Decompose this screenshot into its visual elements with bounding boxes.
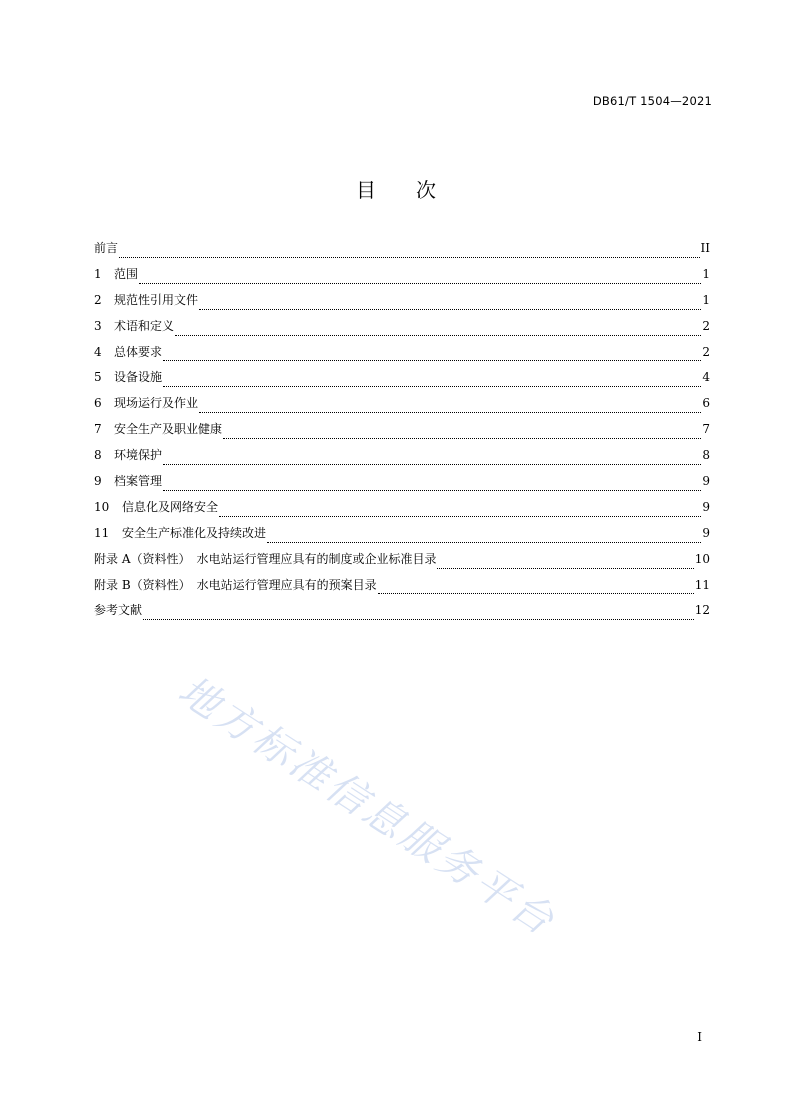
toc-entry-page: 11: [694, 577, 710, 592]
toc-entry-appendix-a[interactable]: [94, 549, 710, 575]
toc-leader-dots: [199, 412, 701, 413]
title-char-1: 目: [356, 178, 376, 202]
toc-entry-page: 7: [702, 422, 710, 437]
toc-entry-8[interactable]: [94, 445, 710, 471]
toc-entry-4[interactable]: [94, 342, 710, 368]
watermark: 地方标准信息服务平台: [170, 667, 565, 946]
toc-entry-page: 2: [702, 318, 710, 333]
toc-entry-label: 信息化及网络安全: [122, 499, 219, 514]
toc-leader-dots: [163, 360, 701, 361]
toc-entry-page: 10: [694, 551, 710, 566]
toc-entry-5[interactable]: [94, 367, 710, 393]
toc-entry-page: 1: [702, 292, 710, 307]
toc-entry-references[interactable]: [94, 600, 710, 626]
toc-entry-label: 设备设施: [114, 370, 163, 385]
toc-entry-foreword[interactable]: [94, 238, 710, 264]
toc-entry-page: 4: [702, 370, 710, 385]
toc-entry-1[interactable]: [94, 264, 710, 290]
toc-entry-page: 6: [702, 396, 710, 411]
toc-entry-number: 9: [94, 474, 102, 489]
toc-leader-dots: [223, 438, 701, 439]
toc-entry-10[interactable]: [94, 497, 710, 523]
toc-entry-label: 附录 B（资料性） 水电站运行管理应具有的预案目录: [94, 577, 377, 592]
toc-leader-dots: [163, 464, 701, 465]
page-number: I: [697, 1030, 702, 1044]
toc-leader-dots: [143, 619, 694, 620]
toc-entry-number: 8: [94, 448, 102, 463]
page-title: [0, 174, 792, 203]
toc-entry-number: 10: [94, 499, 110, 514]
toc-entry-page: 1: [702, 266, 710, 281]
standard-code: DB61/T 1504—2021: [592, 94, 712, 108]
toc-entry-label: 档案管理: [114, 474, 163, 489]
toc-entry-page: II: [700, 241, 710, 255]
toc-entry-label: 安全生产及职业健康: [114, 422, 223, 437]
toc-entry-number: 6: [94, 396, 102, 411]
toc-entry-number: 7: [94, 422, 102, 437]
toc-entry-3[interactable]: [94, 316, 710, 342]
toc-entry-page: 12: [694, 603, 710, 618]
toc-entry-number: 4: [94, 344, 102, 359]
toc-entry-number: 2: [94, 292, 102, 307]
toc-entry-label: 前言: [94, 241, 119, 255]
toc-entry-number: 11: [94, 525, 110, 540]
toc-entry-page: 9: [702, 499, 710, 514]
title-char-2: 次: [416, 178, 436, 202]
toc-entry-label: 环境保护: [114, 448, 163, 463]
toc-entry-label: 附录 A（资料性） 水电站运行管理应具有的制度或企业标准目录: [94, 551, 437, 566]
toc-entry-number: 5: [94, 370, 102, 385]
toc-leader-dots: [219, 516, 701, 517]
toc-leader-dots: [267, 542, 701, 543]
toc-entry-page: 2: [702, 344, 710, 359]
toc-entry-2[interactable]: [94, 290, 710, 316]
toc-entry-page: 9: [702, 474, 710, 489]
toc-entry-7[interactable]: [94, 419, 710, 445]
toc-leader-dots: [437, 568, 693, 569]
toc-entry-9[interactable]: [94, 471, 710, 497]
toc-entry-number: 1: [94, 266, 102, 281]
toc-entry-number: 3: [94, 318, 102, 333]
toc-entry-page: 8: [702, 448, 710, 463]
toc-leader-dots: [175, 335, 701, 336]
toc-entry-label: 总体要求: [114, 344, 163, 359]
toc-entry-label: 范围: [114, 266, 139, 281]
toc-leader-dots: [163, 490, 701, 491]
toc-entry-appendix-b[interactable]: [94, 575, 710, 601]
toc-leader-dots: [139, 283, 701, 284]
toc-leader-dots: [119, 257, 700, 258]
toc-entry-label: 术语和定义: [114, 318, 175, 333]
toc-leader-dots: [163, 386, 701, 387]
toc-entry-label: 安全生产标准化及持续改进: [122, 525, 267, 540]
toc-leader-dots: [378, 593, 694, 594]
toc-leader-dots: [199, 309, 701, 310]
table-of-contents: [94, 238, 710, 626]
toc-entry-label: 参考文献: [94, 603, 143, 618]
toc-entry-6[interactable]: [94, 393, 710, 419]
toc-entry-label: 现场运行及作业: [114, 396, 199, 411]
toc-entry-page: 9: [702, 525, 710, 540]
toc-entry-label: 规范性引用文件: [114, 292, 199, 307]
toc-entry-11[interactable]: [94, 523, 710, 549]
